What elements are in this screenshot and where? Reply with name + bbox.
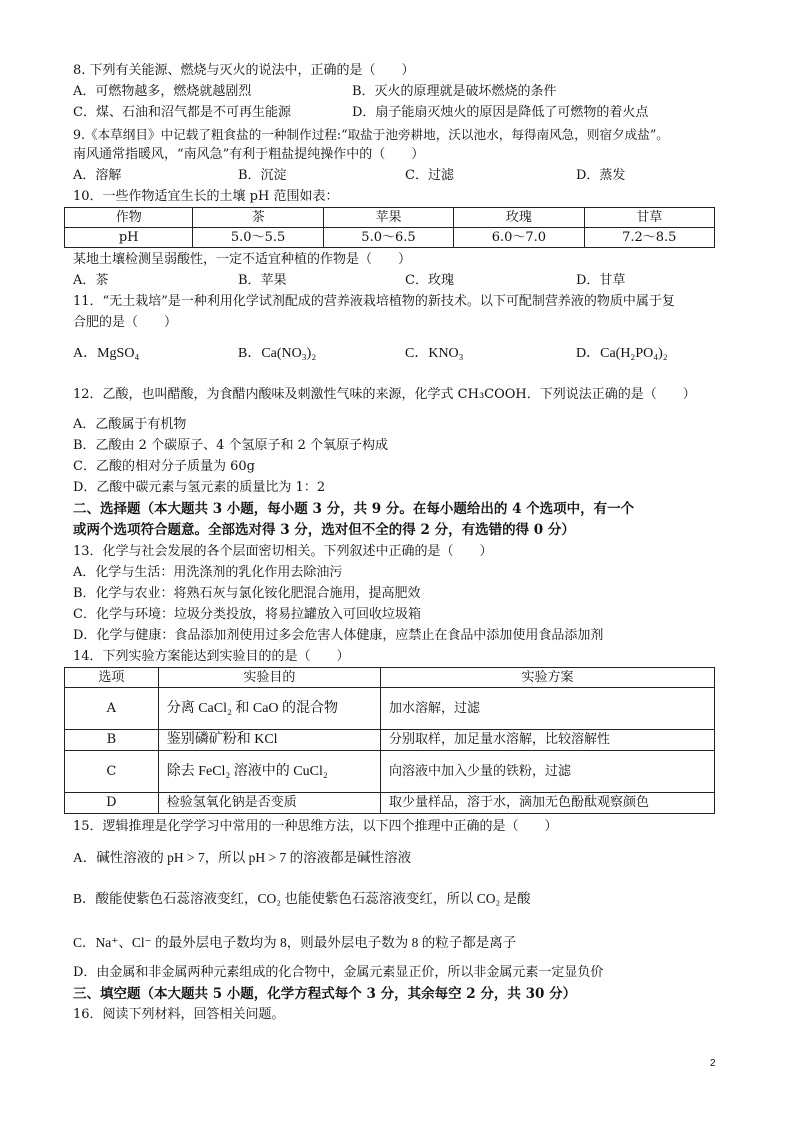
q8-option-b: B．灭火的原理就是破坏燃烧的条件 xyxy=(352,84,557,99)
q15-option-b: B．酸能使紫色石蕊溶液变红，CO₂ 也能使紫色石蕊溶液变红，所以 CO₂ 是酸 xyxy=(73,891,531,906)
q13-option-a: A．化学与生活：用洗涤剂的乳化作用去除油污 xyxy=(73,565,343,580)
q14-row-c-option: C xyxy=(65,751,159,793)
q13-stem: 13．化学与社会发展的各个层面密切相关。下列叙述中正确的是（ ） xyxy=(73,544,493,559)
q10-cell-tea-ph: 5.0～5.5 xyxy=(193,228,323,248)
q15-stem: 15．逻辑推理是化学学习中常用的一种思维方法，以下四个推理中正确的是（ ） xyxy=(73,819,558,834)
q10-option-d: D．甘草 xyxy=(576,273,626,288)
q14-row-b-plan: 分别取样，加足量水溶解，比较溶解性 xyxy=(381,730,715,751)
q14-experiment-table xyxy=(64,667,715,814)
q14-row-d-plan: 取少量样品，溶于水，滴加无色酚酞观察颜色 xyxy=(381,793,715,814)
q12-option-d: D．乙酸中碳元素与氢元素的质量比为 1：2 xyxy=(73,480,326,495)
q8-option-a: A．可燃物越多，燃烧就越剧烈 xyxy=(73,84,252,99)
q10-after-text: 某地土壤检测呈弱酸性，一定不适宜种植的作物是（ ） xyxy=(73,252,412,267)
q11-option-a: A．MgSO₄ xyxy=(73,346,140,361)
q14-row-d-purpose: 检验氢氧化钠是否变质 xyxy=(158,793,380,814)
q10-stem: 10．一些作物适宜生长的土壤 pH 范围如表： xyxy=(73,189,339,204)
q9-option-c: C．过滤 xyxy=(405,168,454,183)
q14-row-c-purpose: 除去 FeCl₂ 溶液中的 CuCl₂ xyxy=(158,751,380,793)
q11-option-c: C．KNO₃ xyxy=(405,346,464,361)
q10-cell-apple-ph: 5.0～6.5 xyxy=(323,228,453,248)
q14-row-d-option: D xyxy=(65,793,159,814)
q12-option-c: C．乙酸的相对分子质量为 60g xyxy=(73,459,255,474)
q10-option-a: A．茶 xyxy=(73,273,109,288)
q15-option-d: D．由金属和非金属两种元素组成的化合物中，金属元素显正价，所以非金属元素一定显负价 xyxy=(73,965,604,980)
q12-stem: 12．乙酸，也叫醋酸，为食醋内酸味及刺激性气味的来源，化学式 CH₃COOH．下列说法正确的是（ ） xyxy=(73,387,696,402)
q11-option-d: D．Ca(H₂PO₄)₂ xyxy=(576,346,668,361)
q10-table-ph-row xyxy=(65,228,715,248)
q8-option-c: C．煤、石油和沼气都是不可再生能源 xyxy=(73,105,291,120)
q10-table-header-row xyxy=(65,208,715,228)
q11-stem-line2: 合肥的是（ ） xyxy=(73,315,178,330)
q9-stem-line1: 9.《本草纲目》中记载了粗食盐的一种制作过程:“取盐于池旁耕地，沃以池水，每得南风急，则宿夕成盐”。 xyxy=(73,127,669,142)
q8-option-d: D．扇子能扇灭烛火的原因是降低了可燃物的着火点 xyxy=(352,105,649,120)
q12-option-a: A．乙酸属于有机物 xyxy=(73,417,187,432)
q10-ph-table xyxy=(64,207,715,248)
q9-option-a: A．溶解 xyxy=(73,168,122,183)
q14-row-a-plan: 加水溶解，过滤 xyxy=(381,688,715,730)
q15-option-c: C．Na⁺、Cl⁻ 的最外层电子数均为 8，则最外层电子数为 8 的粒子都是离子 xyxy=(73,935,517,950)
q14-header-option: 选项 xyxy=(65,668,159,688)
section-2-heading-line1: 二、选择题（本大题共 3 小题，每小题 3 分，共 9 分。在每小题给出的 4 个选项中，有一个 xyxy=(73,501,635,517)
page-number: 2 xyxy=(710,1058,716,1069)
q16-stem: 16．阅读下列材料，回答相关问题。 xyxy=(73,1007,285,1022)
q14-header-plan: 实验方案 xyxy=(381,668,715,688)
q14-table-row-a xyxy=(65,688,715,730)
q11-option-b: B．Ca(NO₃)₂ xyxy=(238,346,317,361)
q10-header-crop: 作物 xyxy=(65,208,193,228)
q10-cell-ph-label: pH xyxy=(65,228,193,248)
q13-option-b: B．化学与农业：将熟石灰与氯化铵化肥混合施用，提高肥效 xyxy=(73,586,421,601)
q10-cell-licorice-ph: 7.2～8.5 xyxy=(584,228,714,248)
q14-table-row-c xyxy=(65,751,715,793)
q14-row-c-plan: 向溶液中加入少量的铁粉，过滤 xyxy=(381,751,715,793)
q11-stem-line1: 11．“无土栽培”是一种利用化学试剂配成的营养液栽培植物的新技术。以下可配制营养液的物质中属于复 xyxy=(73,294,675,309)
q14-stem: 14．下列实验方案能达到实验目的的是（ ） xyxy=(73,649,350,664)
q10-option-c: C．玫瑰 xyxy=(405,273,454,288)
section-3-heading: 三、填空题（本大题共 5 小题，化学方程式每个 3 分，其余每空 2 分，共 30 分） xyxy=(73,986,577,1002)
q14-table-header-row xyxy=(65,668,715,688)
section-2-heading-line2: 或两个选项符合题意。全部选对得 3 分，选对但不全的得 2 分，有选错的得 0 分） xyxy=(73,522,575,538)
q13-option-c: C．化学与环境：垃圾分类投放，将易拉罐放入可回收垃圾箱 xyxy=(73,607,421,622)
q14-row-b-option: B xyxy=(65,730,159,751)
q14-row-a-purpose: 分离 CaCl₂ 和 CaO 的混合物 xyxy=(158,688,380,730)
q8-stem: 8. 下列有关能源、燃烧与灭火的说法中，正确的是（ ） xyxy=(73,63,415,78)
q14-table-row-d xyxy=(65,793,715,814)
q12-option-b: B．乙酸由 2 个碳原子、4 个氢原子和 2 个氧原子构成 xyxy=(73,438,389,453)
q10-header-tea: 茶 xyxy=(193,208,323,228)
q13-option-d: D．化学与健康：食品添加剂使用过多会危害人体健康，应禁止在食品中添加使用食品添加剂 xyxy=(73,628,604,643)
q10-cell-rose-ph: 6.0～7.0 xyxy=(454,228,584,248)
q14-table-row-b xyxy=(65,730,715,751)
q15-option-a: A．碱性溶液的 pH > 7，所以 pH > 7 的溶液都是碱性溶液 xyxy=(73,850,412,865)
q9-option-b: B．沉淀 xyxy=(238,168,287,183)
q10-header-rose: 玫瑰 xyxy=(454,208,584,228)
q10-header-licorice: 甘草 xyxy=(584,208,714,228)
q10-header-apple: 苹果 xyxy=(323,208,453,228)
q10-option-b: B．苹果 xyxy=(238,273,287,288)
q14-row-a-option: A xyxy=(65,688,159,730)
q14-header-purpose: 实验目的 xyxy=(158,668,380,688)
q9-option-d: D．蒸发 xyxy=(576,168,626,183)
q9-stem-line2: 南风通常指暖风，“南风急”有利于粗盐提纯操作中的（ ） xyxy=(73,147,425,162)
q14-row-b-purpose: 鉴别磷矿粉和 KCl xyxy=(158,730,380,751)
